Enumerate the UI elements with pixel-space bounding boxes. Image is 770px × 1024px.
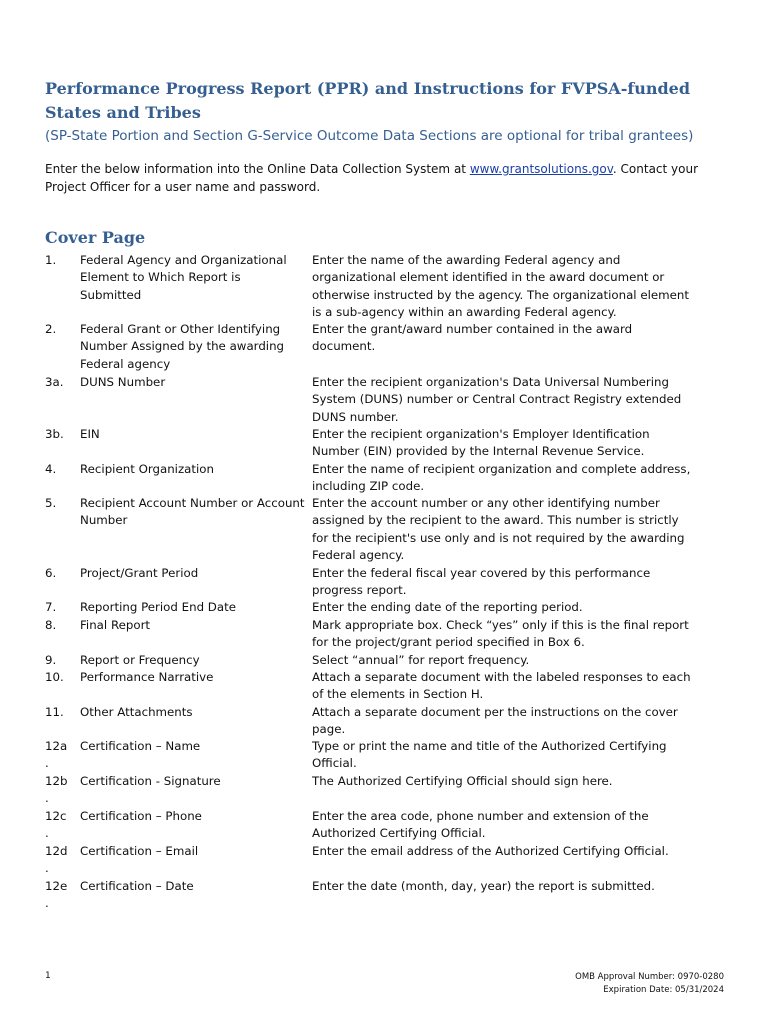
page-subtitle: (SP-State Portion and Section G-Service Outcome Data Sections are optional for tribal grantees): [45, 128, 694, 144]
item-label: EIN: [80, 427, 100, 441]
item-number: 1.: [45, 253, 57, 267]
intro-paragraph: [45, 161, 725, 196]
item-number: 8.: [45, 618, 57, 632]
item-label: Federal Agency and Organizational Element to Which Report is Submitted: [80, 253, 287, 302]
item-number: 10.: [45, 670, 64, 684]
item-description: Enter the account number or any other identifying number assigned by the recipient to the award. This number is strictly for the recipient's use only and is not required by the awarding Federal agency.: [312, 496, 685, 562]
item-label: Recipient Organization: [80, 462, 214, 476]
item-label: Certification – Date: [80, 879, 194, 893]
item-number: 9.: [45, 653, 57, 667]
item-description: Enter the federal fiscal year covered by this performance progress report.: [312, 566, 651, 598]
item-description: Enter the recipient organization's Employer Identification Number (EIN) provided by the Internal Revenue Service.: [312, 427, 650, 459]
item-description: Enter the grant/award number contained in the award document.: [312, 322, 633, 354]
omb-approval-number: OMB Approval Number: 0970-0280: [575, 972, 724, 982]
item-label: Certification – Email: [80, 844, 199, 858]
item-description: Enter the recipient organization's Data Universal Numbering System (DUNS) number or Central Contract Registry extended DUNS number.: [312, 375, 682, 424]
item-label: Report or Frequency: [80, 653, 200, 667]
item-description: Type or print the name and title of the Authorized Certifying Official.: [312, 739, 667, 771]
item-number: 3a.: [45, 375, 64, 389]
item-number: 7.: [45, 600, 57, 614]
item-description: Attach a separate document with the labeled responses to each of the elements in Section H.: [312, 670, 691, 702]
item-description: Enter the area code, phone number and extension of the Authorized Certifying Official.: [312, 809, 649, 841]
item-number: 12d .: [45, 844, 68, 876]
item-number: 11.: [45, 705, 64, 719]
item-label: Other Attachments: [80, 705, 193, 719]
item-number: 12a .: [45, 739, 68, 771]
item-label: Certification - Signature: [80, 774, 221, 788]
item-label: Certification – Name: [80, 739, 201, 753]
item-number: 2.: [45, 322, 57, 336]
item-label: Project/Grant Period: [80, 566, 199, 580]
expiration-date: Expiration Date: 05/31/2024: [603, 985, 724, 995]
item-description: Attach a separate document per the instructions on the cover page.: [312, 705, 678, 737]
item-description: Enter the name of recipient organization and complete address, including ZIP code.: [312, 462, 691, 494]
item-label: Reporting Period End Date: [80, 600, 236, 614]
item-description: The Authorized Certifying Official should sign here.: [312, 774, 613, 788]
item-number: 4.: [45, 462, 57, 476]
item-number: 12c .: [45, 809, 67, 841]
item-label: Recipient Account Number or Account Number: [80, 496, 305, 528]
item-description: Enter the ending date of the reporting period.: [312, 600, 583, 614]
item-number: 12e .: [45, 879, 68, 911]
item-number: 6.: [45, 566, 57, 580]
item-description: Enter the email address of the Authorized Certifying Official.: [312, 844, 669, 858]
intro-text-before: Enter the below information into the Online Data Collection System at: [45, 162, 470, 176]
item-number: 5.: [45, 496, 57, 510]
omb-footer: [575, 971, 724, 997]
item-label: Performance Narrative: [80, 670, 214, 684]
item-description: Enter the name of the awarding Federal agency and organizational element identified in the award document or otherwise instructed by the agency. The organizational element is a sub-agency within an awarding Federal agency.: [312, 253, 689, 319]
item-label: Certification – Phone: [80, 809, 202, 823]
item-description: Select “annual” for report frequency.: [312, 653, 530, 667]
item-label: Final Report: [80, 618, 151, 632]
item-description: Mark appropriate box. Check “yes” only if this is the final report for the project/grant period specified in Box 6.: [312, 618, 689, 650]
section-heading-cover-page: Cover Page: [45, 228, 146, 247]
page-title: Performance Progress Report (PPR) and Instructions for FVPSA-funded States and Tribes: [45, 79, 691, 122]
item-label: DUNS Number: [80, 375, 166, 389]
item-number: 12b .: [45, 774, 68, 806]
page-number: 1: [45, 971, 51, 981]
item-number: 3b.: [45, 427, 64, 441]
intro-text-after: . Contact your Project Officer for a user name and password.: [45, 162, 699, 194]
grantsolutions-link[interactable]: www.grantsolutions.gov: [469, 162, 613, 176]
item-label: Federal Grant or Other Identifying Number Assigned by the awarding Federal agency: [80, 322, 285, 371]
item-description: Enter the date (month, day, year) the report is submitted.: [312, 879, 655, 893]
